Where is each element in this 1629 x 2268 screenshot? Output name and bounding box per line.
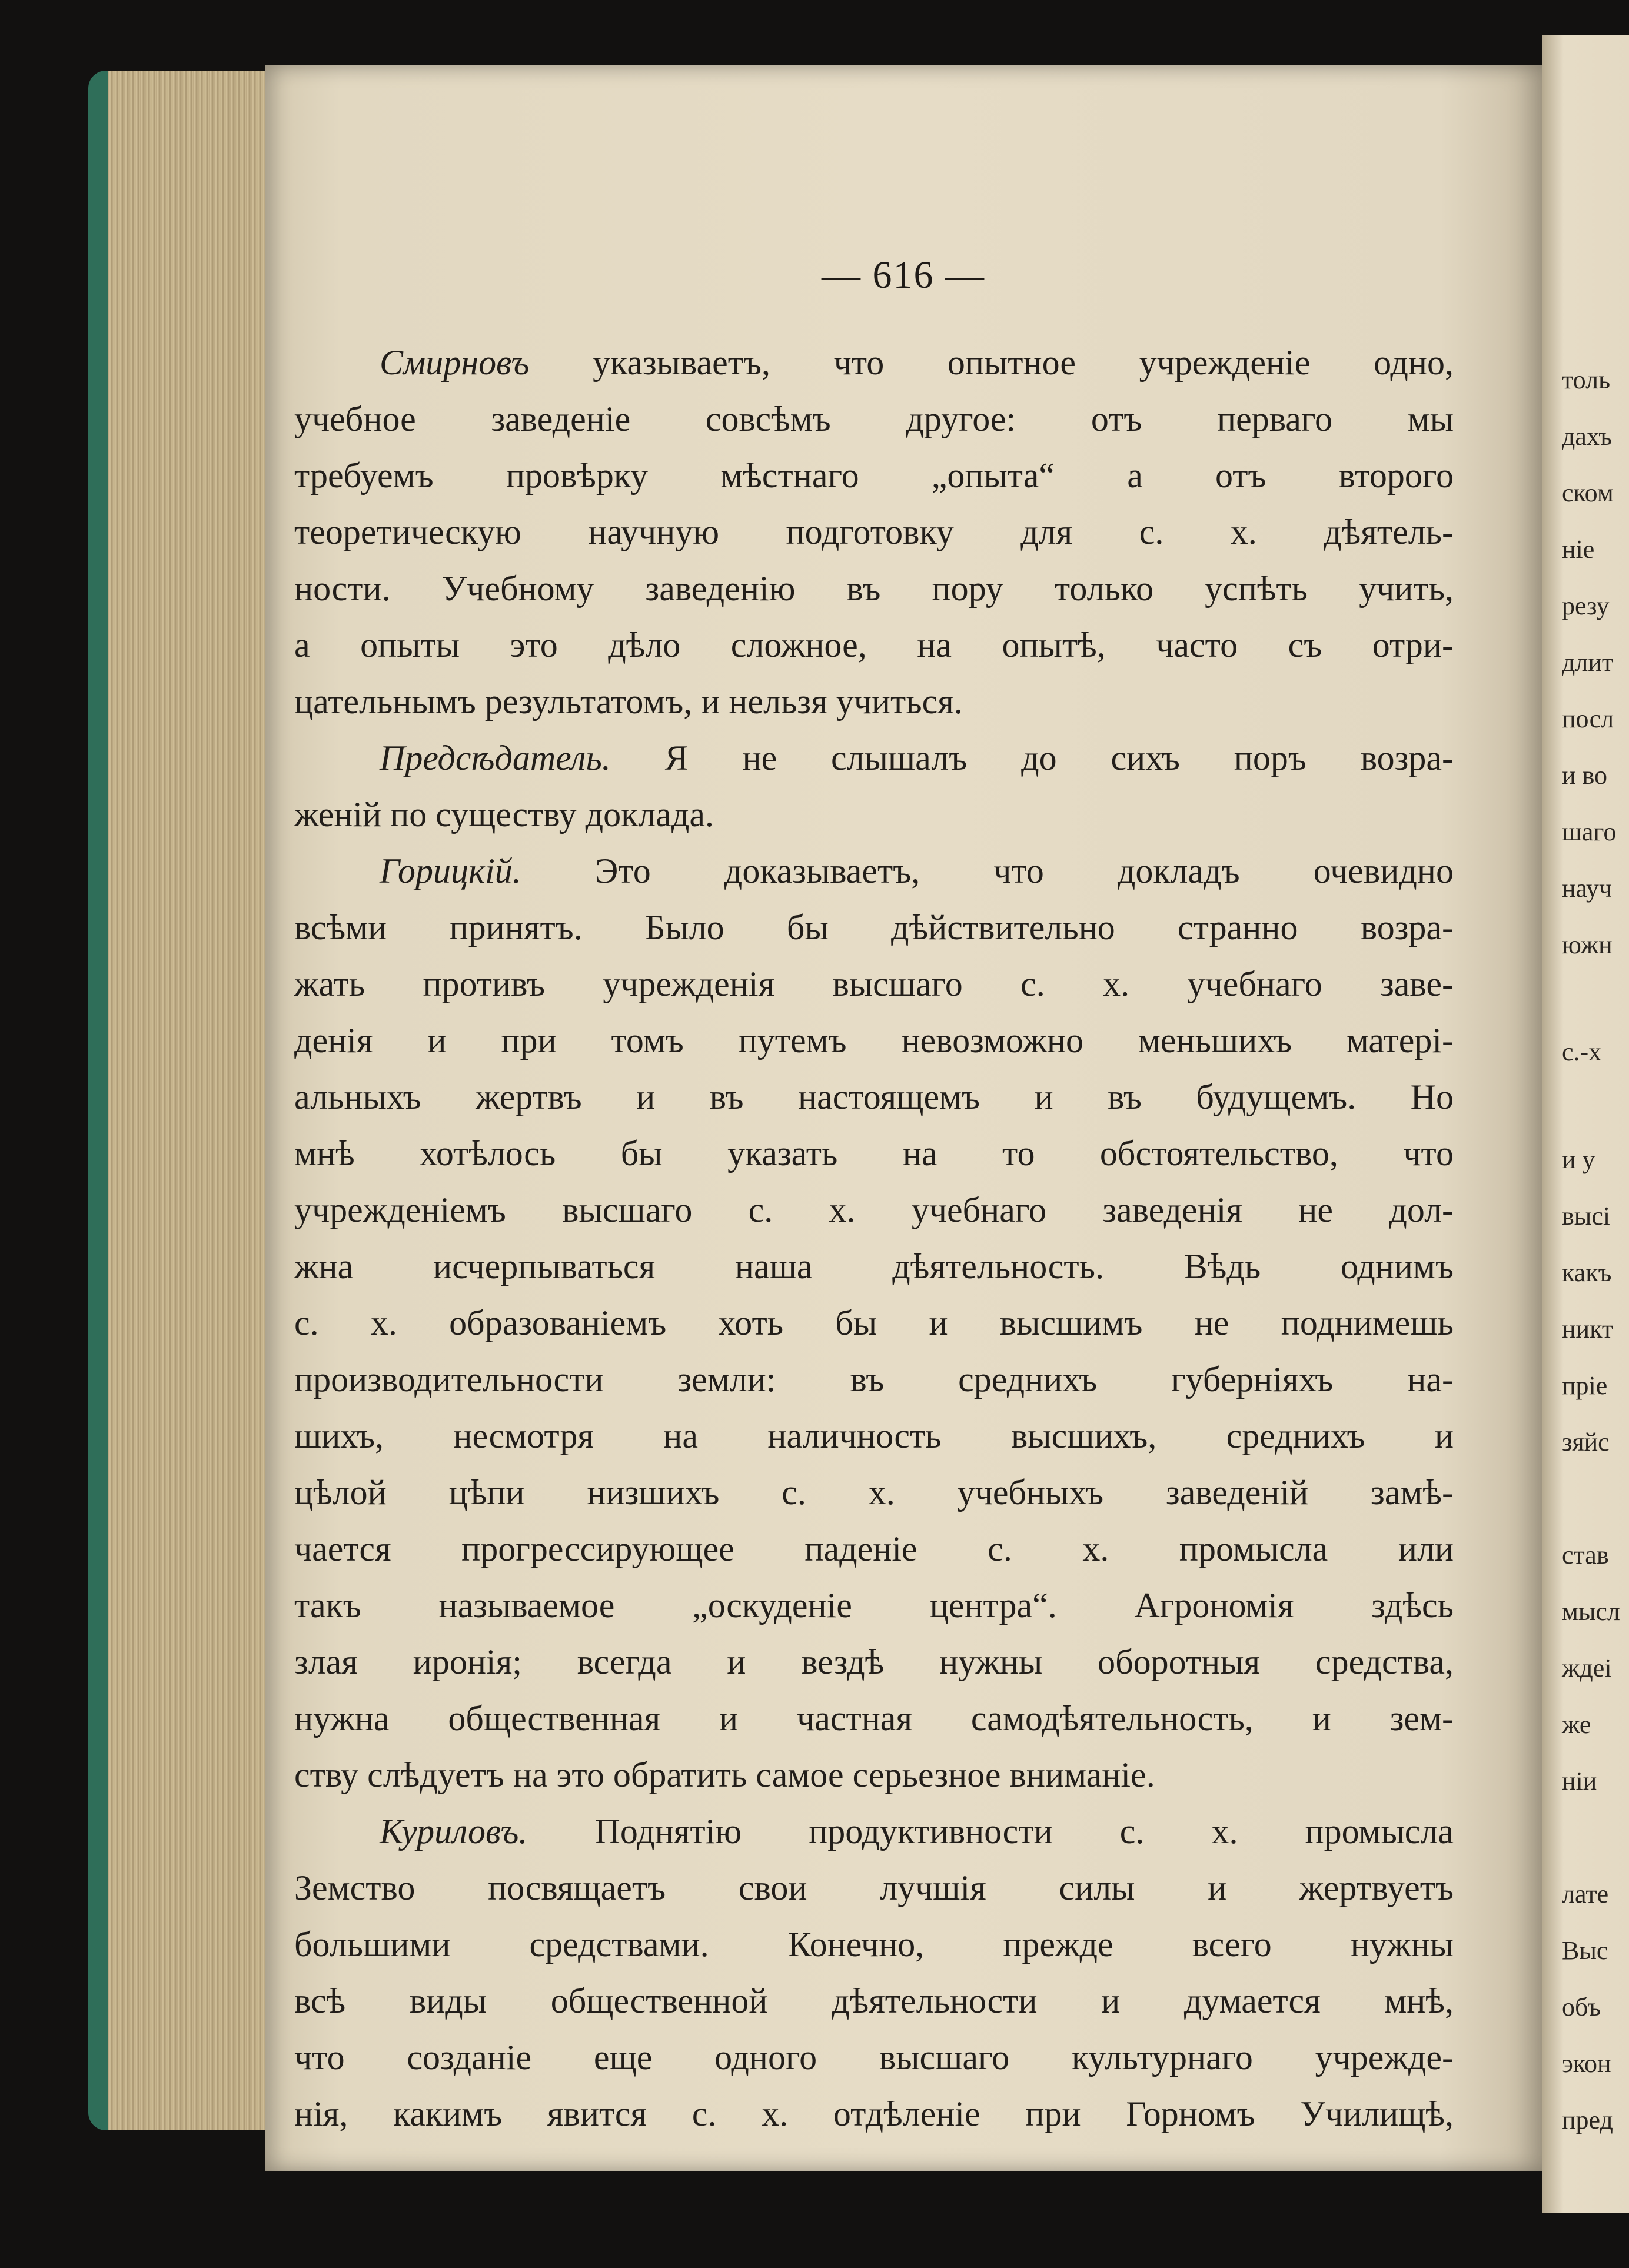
next-page-line: резу: [1562, 591, 1610, 620]
line-text: что созданіе еще одного высшаго культурнаго учрежде-: [294, 2038, 1454, 2077]
line-text: Это доказываетъ, что докладъ очевидно: [521, 852, 1454, 890]
line-text: большими средствами. Конечно, прежде всего нужны: [294, 1925, 1454, 1964]
line-text: нія, какимъ явится с. х. отдѣленіе при Горномъ Училищѣ,: [294, 2094, 1454, 2133]
next-page-line: объ: [1562, 1992, 1601, 2021]
text-line: [294, 1076, 1454, 1118]
line-text: указываетъ, что опытное учрежденіе одно,: [529, 343, 1454, 382]
line-text: женій по существу доклада.: [294, 795, 714, 834]
text-line: [294, 1641, 1454, 1683]
text-line: [294, 1810, 1454, 1853]
line-text: злая иронія; всегда и вездѣ нужны оборотныя средства,: [294, 1642, 1454, 1681]
line-text: производительности земли: въ среднихъ губерніяхъ на-: [294, 1360, 1454, 1399]
line-text: Поднятію продуктивности с. х. промысла: [527, 1812, 1454, 1851]
text-line: [294, 398, 1454, 440]
line-text: Земство посвящаетъ свои лучшія силы и жертвуетъ: [294, 1868, 1454, 1907]
speaker-name: Куриловъ.: [380, 1812, 528, 1851]
line-text: Я не слышалъ до сихъ поръ возра-: [610, 739, 1454, 777]
line-text: теоретическую научную подготовку для с. х. дѣятель-: [294, 513, 1454, 551]
text-line: [294, 341, 1454, 384]
line-text: жать противъ учрежденія высшаго с. х. учебнаго заве-: [294, 965, 1454, 1003]
line-text: с. х. образованіемъ хоть бы и высшимъ не поднимешь: [294, 1303, 1454, 1342]
next-page-line: Выс: [1562, 1936, 1608, 1965]
line-text: шихъ, несмотря на наличность высшихъ, среднихъ и: [294, 1416, 1454, 1455]
text-line: [294, 963, 1454, 1005]
line-text: ности. Учебному заведенію въ пору только успѣть учить,: [294, 569, 1454, 608]
speaker-name: Горицкій.: [380, 852, 521, 890]
text-line: [294, 1980, 1454, 2022]
text-line: [294, 2093, 1454, 2135]
text-line: [294, 2036, 1454, 2079]
next-page-line: пріе: [1562, 1371, 1608, 1400]
text-line: [294, 511, 1454, 553]
next-page-line: пред: [1562, 2105, 1613, 2134]
text-line: [294, 793, 1454, 836]
text-line: [294, 1754, 1454, 1796]
next-page-line: зяйс: [1562, 1427, 1610, 1456]
next-page-line: мысл: [1562, 1597, 1620, 1626]
text-line: [294, 680, 1454, 723]
next-page-line: какъ: [1562, 1258, 1612, 1287]
line-text: чается прогрессирующее паденіе с. х. промысла или: [294, 1529, 1454, 1568]
line-text: такъ называемое „оскуденіе центра“. Агрономія здѣсь: [294, 1586, 1454, 1625]
line-text: цательнымъ результатомъ, и нельзя учиться.: [294, 682, 963, 721]
next-page-line: дахъ: [1562, 422, 1612, 451]
text-line: [294, 454, 1454, 497]
next-page-line: ніе: [1562, 535, 1595, 564]
next-page-line: экон: [1562, 2048, 1611, 2078]
text-line: [294, 1528, 1454, 1570]
text-line: [294, 1697, 1454, 1740]
next-page-line: лате: [1562, 1879, 1609, 1908]
text-line: [294, 906, 1454, 949]
line-text: учебное заведеніе совсѣмъ другое: отъ перваго мы: [294, 400, 1454, 438]
text-line: [294, 624, 1454, 666]
next-page-line: науч: [1562, 874, 1612, 903]
text-line: [294, 1189, 1454, 1231]
line-text: нужна общественная и частная самодѣятельность, и зем-: [294, 1699, 1454, 1738]
next-page-line: посл: [1562, 704, 1614, 733]
line-text: денія и при томъ путемъ невозможно меньшихъ матері-: [294, 1021, 1454, 1060]
text-line: [294, 1867, 1454, 1909]
line-text: мнѣ хотѣлось бы указать на то обстоятельство, что: [294, 1134, 1454, 1173]
text-line: [294, 1302, 1454, 1344]
next-page-line: с.-х: [1562, 1037, 1602, 1067]
text-line: [294, 1584, 1454, 1627]
page-number: — 616 —: [822, 254, 985, 297]
line-text: всѣ виды общественной дѣятельности и думается мнѣ,: [294, 1981, 1454, 2020]
next-page-line: шаго: [1562, 817, 1617, 846]
next-page-line: длит: [1562, 648, 1614, 677]
next-page-line: и у: [1562, 1145, 1595, 1174]
line-text: ству слѣдуетъ на это обратить самое серьезное вниманіе.: [294, 1755, 1155, 1794]
next-page-line: ждеі: [1562, 1653, 1612, 1682]
line-text: жна исчерпываться наша дѣятельность. Вѣдь однимъ: [294, 1247, 1454, 1286]
line-text: всѣми принятъ. Было бы дѣйствительно странно возра-: [294, 908, 1454, 947]
line-text: а опыты это дѣло сложное, на опытѣ, часто съ отри-: [294, 626, 1454, 664]
next-page-line: никт: [1562, 1314, 1614, 1343]
line-text: учрежденіемъ высшаго с. х. учебнаго заведенія не дол-: [294, 1190, 1454, 1229]
book-page-edges: [88, 71, 291, 2130]
line-text: требуемъ провѣрку мѣстнаго „опыта“ а отъ второго: [294, 456, 1454, 495]
line-text: цѣлой цѣпи низшихъ с. х. учебныхъ заведеній замѣ-: [294, 1473, 1454, 1512]
text-line: [294, 737, 1454, 779]
text-line: [294, 1471, 1454, 1514]
next-page-line: южн: [1562, 930, 1613, 959]
speaker-name: Предсѣдатель.: [380, 739, 611, 777]
next-page-line: высі: [1562, 1201, 1611, 1231]
text-line: [294, 1019, 1454, 1062]
next-page-line: и во: [1562, 761, 1608, 790]
text-line: [294, 850, 1454, 892]
next-page-line: ском: [1562, 478, 1614, 507]
text-line: [294, 1245, 1454, 1288]
text-line: [294, 1132, 1454, 1175]
speaker-name: Смирновъ: [380, 343, 530, 382]
text-line: [294, 1358, 1454, 1401]
next-page-line: же: [1562, 1710, 1591, 1739]
next-page-line: толь: [1562, 365, 1611, 394]
line-text: альныхъ жертвъ и въ настоящемъ и въ будущемъ. Но: [294, 1078, 1454, 1116]
next-page-line: став: [1562, 1540, 1609, 1569]
next-page-edge: [1542, 35, 1629, 2213]
next-page-line: ніи: [1562, 1766, 1597, 1795]
text-line: [294, 1415, 1454, 1457]
text-line: [294, 1923, 1454, 1966]
text-line: [294, 567, 1454, 610]
